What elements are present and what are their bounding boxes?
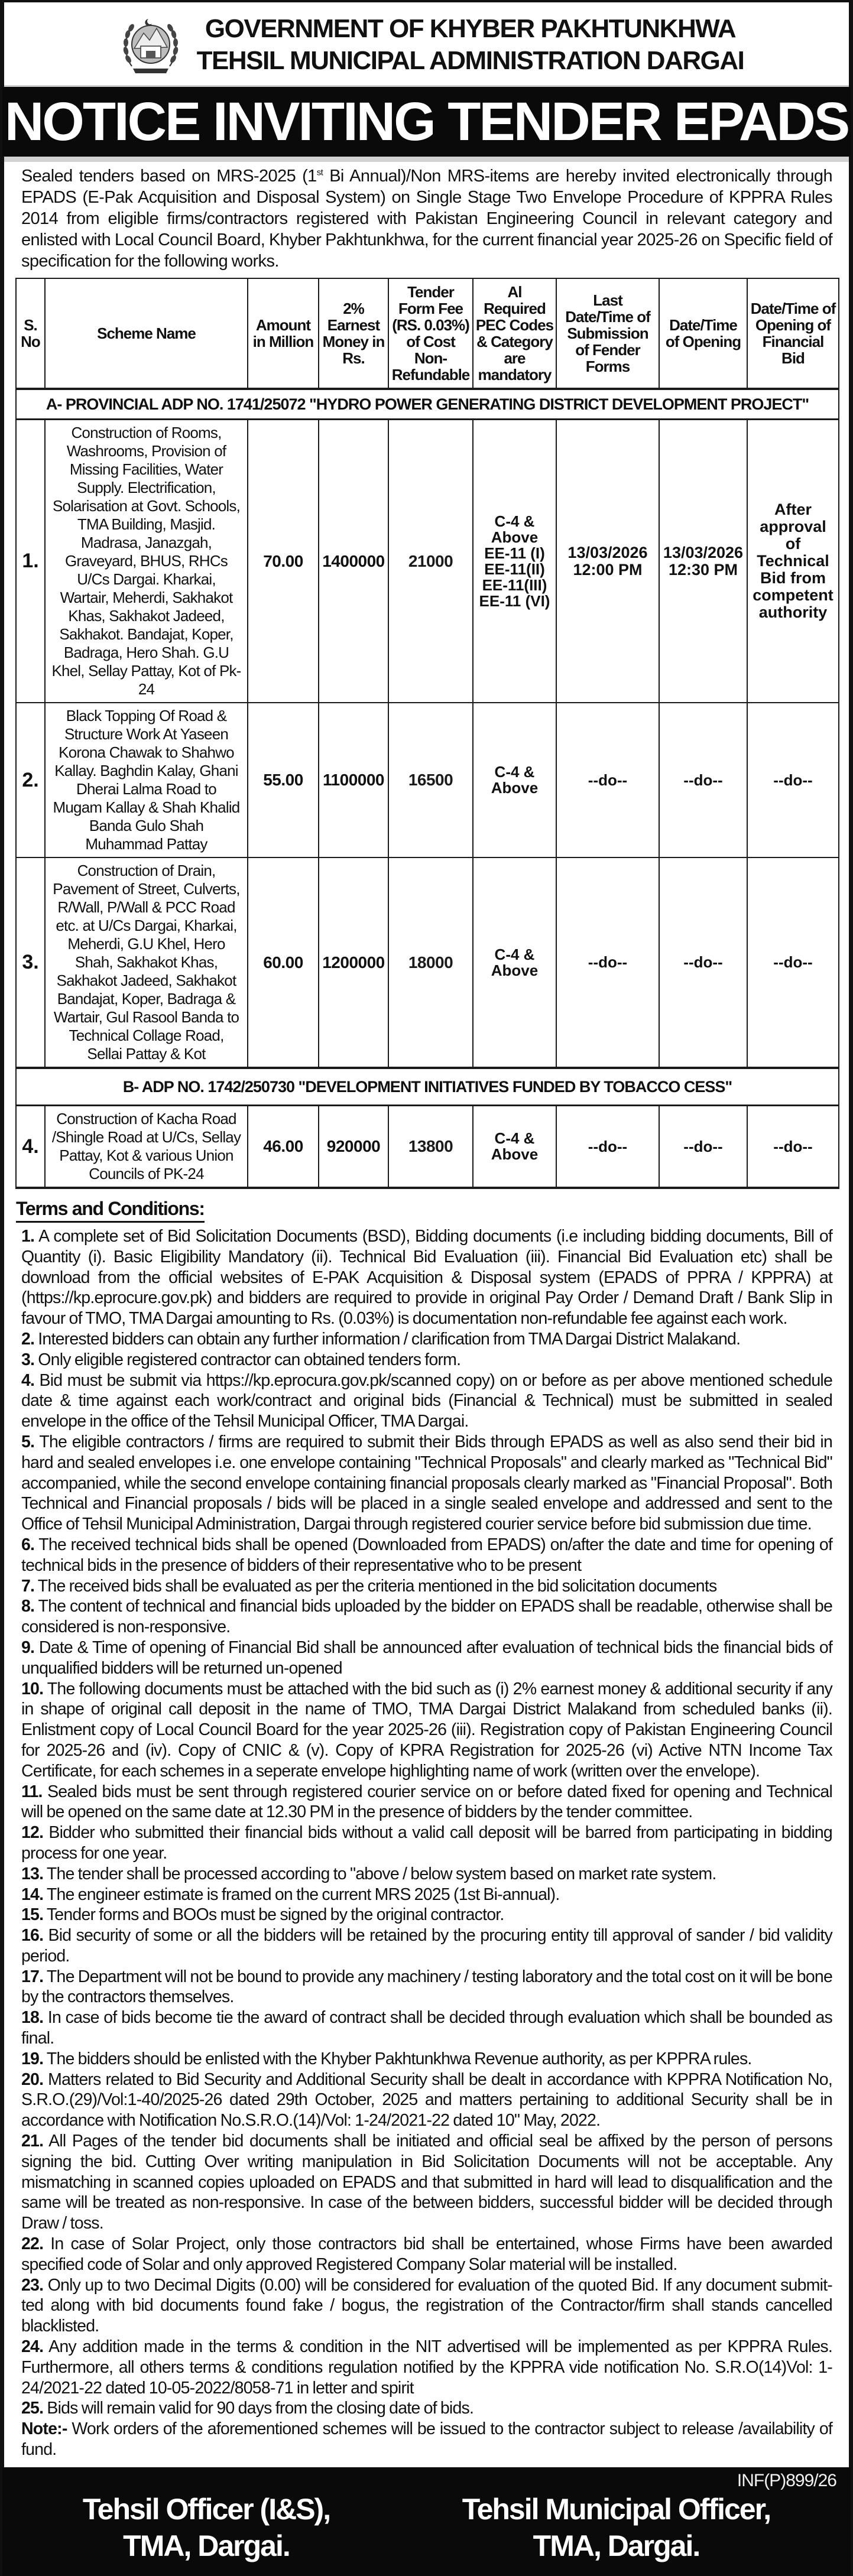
opening-date-line: --do-- <box>683 953 723 971</box>
term-text: In case of bids become tie the award of contract shall be decided through evaluation which shall be bounded as final. <box>21 2008 832 2048</box>
table-row <box>16 420 839 703</box>
term-number: 16. <box>21 1926 44 1945</box>
pec-codes-line: Above <box>491 528 539 546</box>
term-text: The eligible contractors / firms are required to submit their Bids through EPADS as well as also send their bid in hard and sealed envelopes i.e. one envelope containing "Technical Proposals" and clearly marked as "Technical Bid" accompanied, while the second envelope containing financial proposals clearly marked as "Financial Proposal". Both Technical and Financial proposals / bids will be placed in a single sealed envelope and addressed and sent to the Office of Tehsil Municipal Administration, Dargai through registered courier service before bid submission due time. <box>21 1432 832 1534</box>
term-number: 20. <box>21 2070 44 2089</box>
signatory-title: Tehsil Municipal Officer, <box>462 2492 771 2526</box>
term-item <box>21 2398 832 2419</box>
term-item <box>21 1329 832 1350</box>
opening-date-line: 12:30 PM <box>668 560 738 579</box>
term-item <box>21 2070 832 2131</box>
opening-date-cell <box>659 420 747 703</box>
term-number: 8. <box>21 1597 35 1616</box>
term-number: 2. <box>21 1329 35 1349</box>
note-item <box>21 2419 832 2460</box>
submission-date-cell <box>556 857 659 1068</box>
pec-codes-line: C-4 & <box>494 512 535 530</box>
term-text: Tender forms and BOOs must be signed by the original contractor. <box>46 1905 504 1925</box>
term-text: Only up to two Decimal Digits (0.00) will be considered for evaluation of the quoted Bid. If any document submit-ted along with bid documents found fake / bogus, the registration of the Contractor/firm shall stands cancelled blacklisted. <box>21 2275 832 2336</box>
financial-bid-opening-line: --do-- <box>773 953 813 971</box>
term-number: 25. <box>21 2399 44 2418</box>
term-text: The received bids shall be evaluated as per the criteria mentioned in the bid solicitation documents <box>37 1576 717 1596</box>
term-number: 5. <box>21 1432 35 1451</box>
pec-codes-line: EE-11 (VI) <box>479 592 550 610</box>
serial-number-cell: 4. <box>16 1106 45 1188</box>
term-number: 10. <box>21 1679 44 1698</box>
submission-date-line: --do-- <box>588 771 628 789</box>
signatory-title: Tehsil Officer (I&S), <box>82 2492 330 2526</box>
term-text: Bid must be submit via https://kp.eprocura.gov.pk/scanned copy) on or before as per above mentioned schedule date & time against each work/contract and original bids (Financial & Technical) must be submitted in sealed envelope in the office of the Tehsil Municipal Officer, TMA Dargai. <box>21 1370 832 1431</box>
term-text: In case of Solar Project, only those contractors bid shall be entertained, whose Firms have been awarded specified code of Solar and only approved Registered Company Solar material will be installed. <box>21 2234 832 2274</box>
earnest-money-cell: 1100000 <box>319 703 388 857</box>
terms-list <box>21 1226 832 2460</box>
pec-codes-line: EE-11 (I) <box>484 544 545 562</box>
serial-number-cell: 2. <box>16 703 45 857</box>
term-number: 21. <box>21 2132 44 2151</box>
financial-bid-opening-line: competent <box>753 586 833 604</box>
table-header-row <box>16 278 839 389</box>
term-item <box>21 1432 832 1535</box>
term-text: Matters related to Bid Security and Additional Security shall be dealt in accordance with KPPRA Notification No, S.R.O.(29)/Vol:1-40/2025-26 dated 29th October, 2025 and matters pertaining to additional Security shall be in accordance with Notification No.S.R.O.(14)/Vol: 1-24/2021-22 dated 10" May, 2022. <box>21 2070 832 2130</box>
term-item <box>21 2337 832 2398</box>
financial-bid-opening-cell <box>747 420 839 703</box>
term-number: 24. <box>21 2337 44 2357</box>
term-item <box>21 1782 832 1823</box>
amount-cell: 70.00 <box>248 420 319 703</box>
term-item <box>21 1864 832 1885</box>
term-item <box>21 1638 832 1679</box>
financial-bid-opening-line: approval of <box>760 518 826 553</box>
pec-codes-line: Above <box>491 779 539 797</box>
financial-bid-opening-cell <box>747 1106 839 1188</box>
term-text: The content of technical and financial bids uploaded by the bidder on EPADS shall be readable, otherwise shall be considered is non-responsive. <box>21 1597 832 1637</box>
section-title: B- ADP NO. 1742/250730 "DEVELOPMENT INITIATIVES FUNDED BY TOBACCO CESS" <box>16 1068 839 1106</box>
section-header-row <box>16 389 839 420</box>
table-row <box>16 857 839 1068</box>
term-item <box>21 2275 832 2337</box>
term-number: 23. <box>21 2275 44 2295</box>
term-number: 3. <box>21 1350 35 1369</box>
section-title: A- PROVINCIAL ADP NO. 1741/25072 "HYDRO POWER GENERATING DISTRICT DEVELOPMENT PROJECT" <box>16 389 839 420</box>
term-number: 11. <box>21 1782 43 1801</box>
note-text: Work orders of the aforementioned schemes will be issued to the contractor subject to release /availability of fund. <box>21 2419 832 2460</box>
pec-codes-cell <box>473 703 556 857</box>
intro-paragraph <box>21 165 832 272</box>
submission-date-line: 13/03/2026 <box>567 543 648 561</box>
term-number: 14. <box>21 1885 44 1904</box>
term-number: 19. <box>21 2049 44 2068</box>
term-item <box>21 1370 832 1432</box>
opening-date-line: --do-- <box>683 771 723 789</box>
scheme-name-cell: Construction of Kacha Road /Shingle Road at U/Cs, Sellay Pattay, Kot & various Union Councils of PK-24 <box>45 1106 248 1188</box>
term-text: A complete set of Bid Solicitation Documents (BSD), Bidding documents (i.e including bidding documents, Bill of Quantity (i). Basic Eligibility Mandatory (ii). Technical Bid Evaluation (iii). Financial Bid Evaluation etc) shall be download from the official websites of E-PAK Acquisition & Disposal system (EPADS of PPRA / KPPRA) at (https://kp.eprocure.gov.pk) and bidders are required to provide in original Pay Order / Demand Draft / Bank Slip in favour of TMO, TMA Dargai amounting to Rs. (0.03%) is documentation non-refundable fee against each work. <box>21 1227 832 1328</box>
term-text: Bidder who submitted their financial bids without a valid call deposit will be barred from participating in bidding process for one year. <box>21 1823 832 1863</box>
term-item <box>21 1535 832 1576</box>
tender-fee-cell: 21000 <box>388 420 473 703</box>
pec-codes-cell <box>473 1106 556 1188</box>
pec-codes-line: C-4 & <box>494 945 535 963</box>
term-number: 13. <box>21 1864 44 1883</box>
opening-date-cell <box>659 857 747 1068</box>
administration-name: TEHSIL MUNICIPAL ADMINISTRATION DARGAI <box>196 46 744 75</box>
signatory-office: TMA, Dargai. <box>533 2529 700 2562</box>
scheme-name-cell: Black Topping Of Road & Structure Work At Yaseen Korona Chawak to Shahwo Kallay. Baghdin Kalay, Ghani Dherai Lalma Road to Mugam Kallay & Shah Khalid Banda Gulo Shah Muhammad Pattay <box>45 703 248 857</box>
submission-date-line: --do-- <box>588 1137 628 1155</box>
term-text: Bid security of some or all the bidders will be retained by the procuring entity till approval of sander / bid validity period. <box>21 1926 833 1966</box>
term-text: Any addition made in the terms & condition in the NIT advertised will be implemented as per KPPRA Rules. Furthermore, all others terms & conditions regulation notified by the KPPRA vide notification No. S.R.O(14)Vol: 1-24/2021-22 dated 10-05-2022/8058-71 in letter and spirit <box>21 2337 832 2398</box>
kp-government-emblem-icon <box>121 12 180 78</box>
scheme-name-cell: Construction of Drain, Pavement of Street, Culverts, R/Wall, P/Wall & PCC Road etc. at U/Cs Dargai, Kharkai, Meherdi, G.U Khel, Hero Shah, Sakhakot Khas, Sakhakot Jadeed, Sakhakot Bandajat, Koper, Badraga & Wartair, Gul Rasool Banda to Technical Collage Road, Sellai Pattay & Kot <box>45 857 248 1068</box>
term-number: 17. <box>21 1967 44 1986</box>
term-number: 1. <box>21 1227 35 1246</box>
term-item <box>21 1350 832 1370</box>
term-item <box>21 1925 832 1967</box>
earnest-money-cell: 920000 <box>319 1106 388 1188</box>
term-item <box>21 2234 832 2275</box>
term-number: 9. <box>21 1638 35 1657</box>
intro-superscript: st <box>316 167 323 178</box>
reference-code: INF(P)899/26 <box>737 2470 836 2490</box>
term-text: The following documents must be attached with the bid such as (i) 2% earnest money & additional security if any in shape of original call deposit in the name of TMO, TMA Dargai District Malakand from scheduled banks (ii). Enlistment copy of Local Council Board for the year 2025-26 (iii). Registration copy of Pakistan Engineering Council for 2025-26 and (iv). Copy of CNIC & (v). Copy of KPRA Registration for 2025-26 (vi) Active NTN Income Tax Certificate, for each schemes in a seperate envelope highlighting name of work (written over the envelope). <box>21 1679 832 1781</box>
term-text: Only eligible registered contractor can obtained tenders form. <box>38 1350 461 1369</box>
term-text: All Pages of the tender bid documents shall be initiated and official seal be affixed by the person of persons signing the bid. Cutting Over writing manipulation in Bid Solicitation Documents will not be acceptable. Any mismatching in scanned copies uploaded on EPADS and that submitted in hard will lead to disqualification and the same will be treated as non-responsive. In case of the between bidders, successful bidder will be decided through Draw / toss. <box>21 2132 832 2233</box>
term-item <box>21 1905 832 1925</box>
financial-bid-opening-line: Bid from <box>760 569 826 587</box>
header <box>4 2 849 87</box>
terms-heading: Terms and Conditions: <box>16 1197 205 1223</box>
signatory-tehsil-municipal-officer <box>462 2491 770 2564</box>
term-item <box>21 1823 832 1864</box>
pec-codes-line: C-4 & <box>494 763 535 781</box>
column-header-financial-bid-opening: Date/Time of Opening of Financial Bid <box>747 278 839 389</box>
term-item <box>21 2049 832 2070</box>
note-label: Note:- <box>21 2419 67 2439</box>
footer-signatures <box>2 2467 851 2576</box>
header-title <box>180 13 849 77</box>
term-number: 4. <box>21 1370 35 1390</box>
column-header-sno: S. No <box>16 278 45 389</box>
section-header-row <box>16 1068 839 1106</box>
term-text: Interested bidders can obtain any further information / clarification from TMA Dargai District Malakand. <box>38 1329 741 1349</box>
table-row <box>16 1106 839 1188</box>
term-item <box>21 2131 832 2234</box>
term-text: Bids will remain valid for 90 days from the closing date of bids. <box>47 2399 474 2418</box>
term-item <box>21 1596 832 1638</box>
tender-fee-cell: 16500 <box>388 703 473 857</box>
opening-date-cell <box>659 703 747 857</box>
submission-date-line: 12:00 PM <box>573 560 643 579</box>
intro-text-rest: Bi Annual)/Non MRS-items are hereby invited electronically through EPADS (E-Pak Acquisition and Disposal System) on Single Stage Two Envelope Procedure of KPPRA Rules 2014 from eligible firms/contractors registered with Pakistan Engineering Council in relevant category and enlisted with Local Council Board, Khyber Pakhtunkhwa, for the current financial year 2025-26 on Specific field of specification for the following works. <box>21 167 832 271</box>
term-text: Date & Time of opening of Financial Bid shall be announced after evaluation of technical bids the financial bids of unqualified bidders will be returned un-opened <box>21 1638 832 1678</box>
column-header-earnest-money: 2% Earnest Money in Rs. <box>319 278 388 389</box>
column-header-opening-date: Date/Time of Opening <box>659 278 747 389</box>
signatory-office: TMA, Dargai. <box>123 2529 290 2562</box>
table-body <box>16 389 839 1188</box>
submission-date-cell <box>556 703 659 857</box>
term-number: 7. <box>21 1576 35 1596</box>
term-item <box>21 1679 832 1782</box>
signatory-tehsil-officer <box>83 2491 330 2564</box>
table-row <box>16 703 839 857</box>
amount-cell: 55.00 <box>248 703 319 857</box>
column-header-pec-codes: Al Required PEC Codes & Category are mandatory <box>473 278 556 389</box>
serial-number-cell: 1. <box>16 420 45 703</box>
opening-date-line: 13/03/2026 <box>663 543 744 561</box>
serial-number-cell: 3. <box>16 857 45 1068</box>
amount-cell: 60.00 <box>248 857 319 1068</box>
government-name: GOVERNMENT OF KHYBER PAKHTUNKHWA <box>205 14 736 43</box>
financial-bid-opening-line: --do-- <box>773 1137 813 1155</box>
pec-codes-line: Above <box>491 1145 539 1163</box>
term-text: The tender shall be processed according to "above / below system based on market rate system. <box>46 1864 716 1883</box>
pec-codes-line: EE-11(III) <box>482 576 547 594</box>
pec-codes-line: C-4 & <box>494 1129 535 1147</box>
pec-codes-cell <box>473 420 556 703</box>
financial-bid-opening-cell <box>747 703 839 857</box>
column-header-amount: Amount in Million <box>248 278 319 389</box>
notice-title: NOTICE INVITING TENDER EPADS <box>4 92 849 152</box>
submission-date-cell <box>556 420 659 703</box>
term-number: 6. <box>21 1535 35 1554</box>
column-header-scheme-name: Scheme Name <box>45 278 248 389</box>
term-item <box>21 1576 832 1597</box>
column-header-submission-date: Last Date/Time of Submission of Fender Forms <box>556 278 659 389</box>
term-item <box>21 1226 832 1329</box>
opening-date-cell <box>659 1106 747 1188</box>
tender-fee-cell: 13800 <box>388 1106 473 1188</box>
submission-date-cell <box>556 1106 659 1188</box>
term-item <box>21 2007 832 2049</box>
term-item <box>21 1885 832 1905</box>
divider <box>4 157 849 162</box>
financial-bid-opening-line: After <box>774 501 812 518</box>
signatory-row <box>17 2491 836 2564</box>
opening-date-line: --do-- <box>683 1137 723 1155</box>
intro-text-start: Sealed tenders based on MRS-2025 (1 <box>21 167 317 186</box>
amount-cell: 46.00 <box>248 1106 319 1188</box>
earnest-money-cell: 1200000 <box>319 857 388 1068</box>
term-text: The bidders should be enlisted with the Khyber Pakhtunkhwa Revenue authority, as per KPPRA rules. <box>46 2049 752 2068</box>
financial-bid-opening-cell <box>747 857 839 1068</box>
term-number: 18. <box>21 2008 44 2028</box>
pec-codes-line: EE-11(II) <box>484 560 545 578</box>
term-item <box>21 1967 832 2008</box>
financial-bid-opening-line: --do-- <box>773 771 813 789</box>
pec-codes-line: Above <box>491 961 539 979</box>
tender-fee-cell: 18000 <box>388 857 473 1068</box>
pec-codes-cell <box>473 857 556 1068</box>
financial-bid-opening-line: authority <box>758 603 828 621</box>
term-number: 12. <box>21 1823 44 1843</box>
term-number: 22. <box>21 2234 44 2254</box>
tender-schedule-table <box>15 278 839 1189</box>
submission-date-line: --do-- <box>588 953 628 971</box>
term-number: 15. <box>21 1905 44 1925</box>
table-container <box>4 278 849 1189</box>
term-text: The engineer estimate is framed on the current MRS 2025 (1st Bi-annual). <box>46 1885 560 1904</box>
notice-banner <box>2 87 851 157</box>
column-header-tender-fee: Tender Form Fee (RS. 0.03%) of Cost Non-Refundable <box>388 278 473 389</box>
term-text: Sealed bids must be sent through registered courier service on or before dated fixed for opening and Technical will be opened on the same date at 12.30 PM in the presence of bidders by the tender committee. <box>21 1782 832 1822</box>
term-text: The Department will not be bound to provide any machinery / testing laboratory and the total cost on it will be bone by the contractors themselves. <box>21 1967 833 2007</box>
term-text: The received technical bids shall be opened (Downloaded from EPADS) on/after the date and time for opening of technical bids in the presence of bidders of their representative who to be present <box>21 1535 833 1575</box>
earnest-money-cell: 1400000 <box>319 420 388 703</box>
scheme-name-cell: Construction of Rooms, Washrooms, Provision of Missing Facilities, Water Supply. Electrification, Solarisation at Govt. Schools, TMA Building, Masjid. Madrasa, Janazgah, Graveyard, BHUS, RHCs U/Cs Dargai. Kharkai, Wartair, Meherdi, Sakhakot Khas, Sakhakot Jadeed, Sakhakot. Bandajat, Koper, Badraga, Hero Shah. G.U Khel, Sellay Pattay, Kot of Pk-24 <box>45 420 248 703</box>
financial-bid-opening-line: Technical <box>757 552 829 570</box>
